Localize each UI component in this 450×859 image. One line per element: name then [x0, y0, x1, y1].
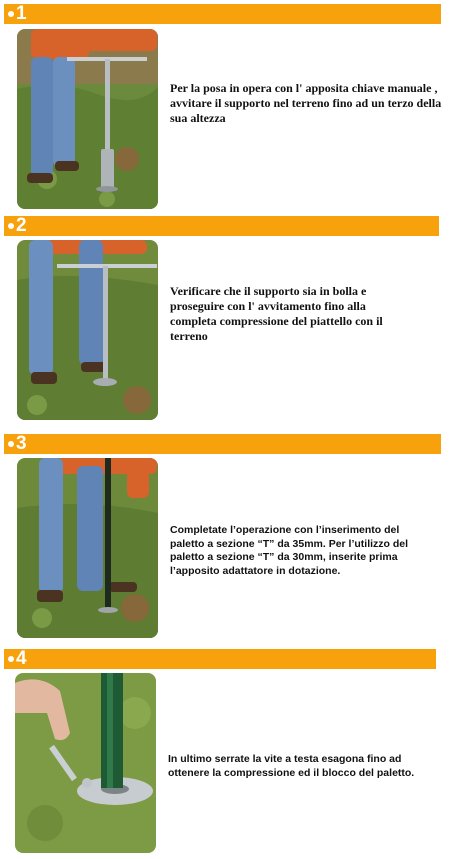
step-3-header-bar	[4, 434, 441, 454]
step-2-caption: Verificare che il supporto sia in bolla e proseguire con l' avvitamento fino alla completa compressione del piattello con il terreno	[170, 284, 383, 343]
step-4-photo	[15, 673, 156, 853]
step-3-photo	[17, 458, 158, 638]
step-2-number: 2	[16, 215, 27, 236]
bullet-icon	[8, 441, 14, 447]
step-3-caption: Completate l’operazione con l’inserimento del paletto a sezione “T” da 35mm. Per l’utilizzo del paletto a sezione “T” da 30mm, inserite prima l’apposito adattatore in dotazione.	[170, 524, 409, 577]
step-1-caption: Per la posa in opera con l' apposita chiave manuale , avvitare il supporto nel terreno fino ad un terzo della sua altezza	[170, 81, 442, 125]
bullet-icon	[8, 11, 14, 17]
bullet-icon	[8, 656, 14, 662]
step-1-number: 1	[16, 3, 27, 24]
step-1-photo	[17, 29, 158, 209]
step-3-number: 3	[16, 433, 27, 454]
bullet-icon	[8, 223, 14, 229]
step-4-caption: In ultimo serrate la vite a testa esagona fino ad ottenere la compressione ed il blocco del paletto.	[168, 753, 415, 779]
step-4-header-bar	[4, 649, 436, 669]
step-1-header-bar	[4, 4, 441, 24]
step-2-photo	[17, 240, 158, 420]
step-2-header-bar	[4, 216, 439, 236]
step-4-number: 4	[16, 648, 27, 669]
